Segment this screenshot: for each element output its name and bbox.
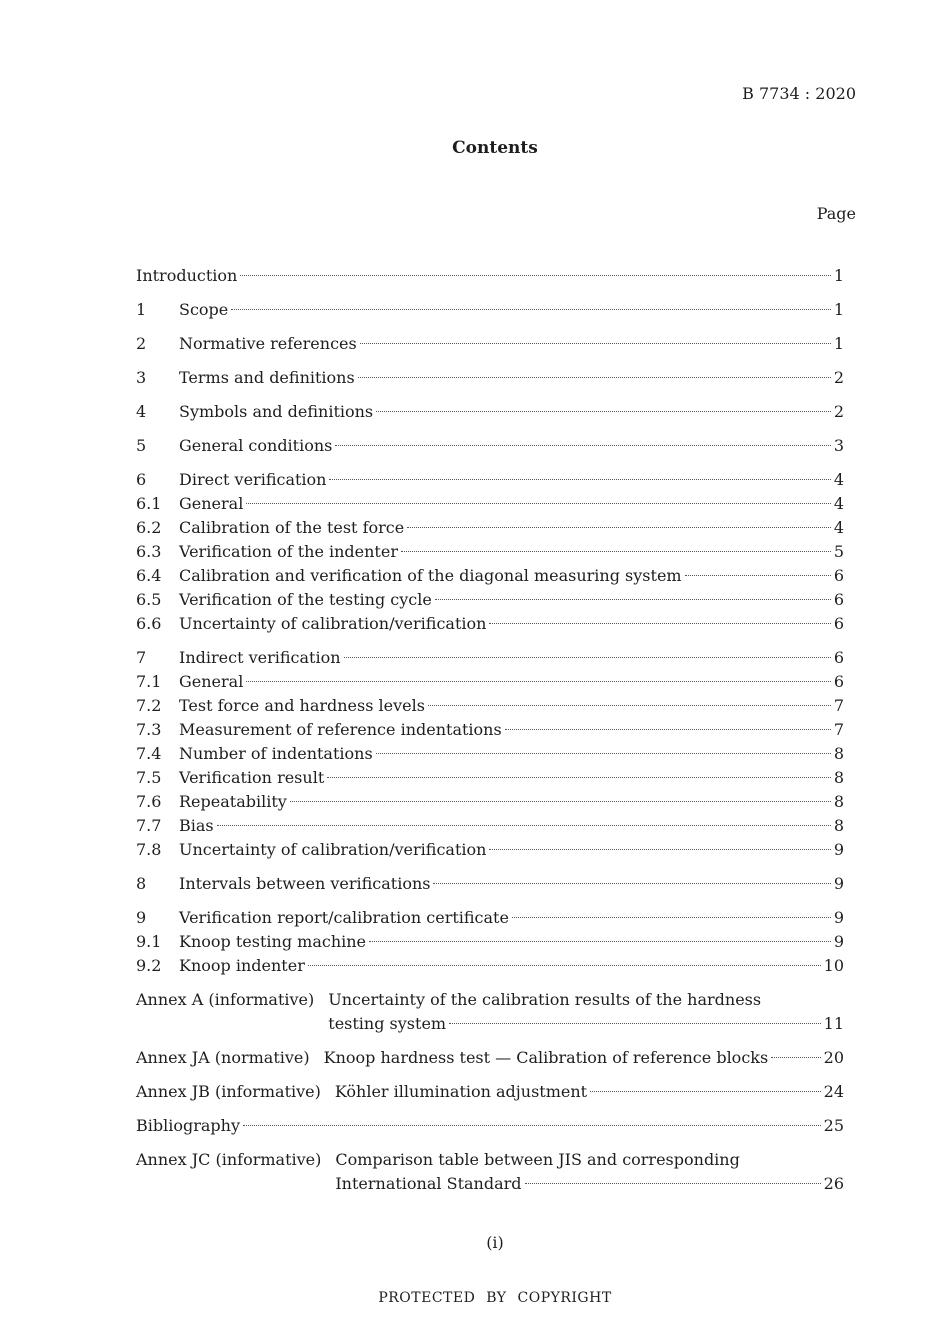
dot-leader: [290, 801, 831, 802]
toc-entry-page: 7: [833, 696, 844, 715]
toc-group: [136, 332, 844, 356]
toc-entry-annex-jb[interactable]: [136, 1080, 844, 1104]
toc-entry-label: Repeatability: [179, 792, 287, 811]
toc-entry-page: 4: [833, 518, 844, 537]
dot-leader: [217, 825, 831, 826]
toc-entry[interactable]: [136, 298, 844, 322]
dot-leader: [231, 309, 831, 310]
toc-entry-number: 4: [136, 402, 147, 421]
toc-entry[interactable]: [136, 400, 844, 424]
annex-title-line1: Comparison table between JIS and corresponding: [335, 1150, 740, 1169]
annex-label: Annex A (informative): [136, 990, 315, 1009]
dot-leader: [433, 883, 830, 884]
toc-entry-number: 6.5: [136, 590, 162, 609]
table-of-contents: [136, 264, 844, 1206]
copyright-notice: PROTECTED BY COPYRIGHT: [378, 1290, 612, 1306]
toc-entry-number: 7: [136, 648, 147, 667]
toc-entry-page: 1: [833, 300, 844, 319]
toc-entry-number: 6.4: [136, 566, 162, 585]
toc-entry-number: 9.2: [136, 956, 162, 975]
toc-entry-label: General: [179, 672, 244, 691]
dot-leader: [358, 377, 831, 378]
dot-leader: [369, 941, 831, 942]
toc-entry-label: Bias: [179, 816, 214, 835]
toc-entry-page: 25: [823, 1116, 844, 1135]
toc-entry-page: 2: [833, 402, 844, 421]
toc-entry[interactable]: [136, 564, 844, 588]
toc-group: [136, 400, 844, 424]
toc-entry-page: 9: [833, 840, 844, 859]
toc-entry-label: Terms and definitions: [179, 368, 355, 387]
toc-entry-number: 2: [136, 334, 147, 353]
toc-entry-page: 9: [833, 908, 844, 927]
toc-entry-number: 3: [136, 368, 147, 387]
toc-entry-page: 4: [833, 470, 844, 489]
toc-group: [136, 468, 844, 636]
toc-entry[interactable]: [136, 332, 844, 356]
toc-entry-label: General conditions: [179, 436, 333, 455]
toc-entry[interactable]: [136, 766, 844, 790]
toc-entry-annex-a[interactable]: [136, 988, 844, 1036]
dot-leader: [327, 777, 831, 778]
page-number: (i): [486, 1233, 504, 1252]
toc-entry-number: 7.7: [136, 816, 162, 835]
toc-entry-page: 10: [823, 956, 844, 975]
toc-entry-page: 9: [833, 874, 844, 893]
dot-leader: [246, 681, 830, 682]
toc-group: [136, 646, 844, 862]
dot-leader: [246, 503, 830, 504]
annex-title: Knoop hardness test — Calibration of reference blocks: [323, 1048, 769, 1067]
toc-entry[interactable]: [136, 588, 844, 612]
dot-leader: [344, 657, 831, 658]
dot-leader: [240, 275, 830, 276]
toc-entry-number: 7.8: [136, 840, 162, 859]
toc-entry-page: 6: [833, 648, 844, 667]
toc-entry-page: 8: [833, 744, 844, 763]
toc-entry-label: General: [179, 494, 244, 513]
toc-entry-number: 6.6: [136, 614, 162, 633]
toc-entry-page: 2: [833, 368, 844, 387]
toc-entry-label: Verification of the indenter: [179, 542, 398, 561]
toc-entry-page: 6: [833, 672, 844, 691]
toc-entry-number: 6.2: [136, 518, 162, 537]
toc-entry-page: 6: [833, 590, 844, 609]
toc-entry[interactable]: [136, 540, 844, 564]
toc-entry-page: 6: [833, 614, 844, 633]
toc-entry-page: 11: [823, 1014, 844, 1033]
toc-entry-page: 1: [833, 266, 844, 285]
toc-entry-label: Verification report/calibration certificate: [179, 908, 509, 927]
toc-entry-page: 8: [833, 768, 844, 787]
toc-entry-label: Test force and hardness levels: [179, 696, 425, 715]
toc-entry[interactable]: [136, 742, 844, 766]
toc-entry-number: 7.6: [136, 792, 162, 811]
toc-entry-page: 20: [823, 1048, 844, 1067]
toc-entry-label: Knoop testing machine: [179, 932, 367, 951]
toc-entry-label: Calibration and verification of the diagonal measuring system: [179, 566, 682, 585]
toc-entry-number: 7.1: [136, 672, 162, 691]
toc-entry[interactable]: [136, 954, 844, 978]
toc-entry-number: 1: [136, 300, 147, 319]
toc-entry[interactable]: [136, 906, 844, 930]
dot-leader: [489, 849, 830, 850]
dot-leader: [308, 965, 821, 966]
toc-group: [136, 872, 844, 896]
annex-title-line2: International Standard: [335, 1174, 522, 1193]
dot-leader: [489, 623, 830, 624]
toc-entry-page: 4: [833, 494, 844, 513]
toc-entry[interactable]: [136, 646, 844, 670]
dot-leader: [376, 753, 831, 754]
toc-entry[interactable]: [136, 814, 844, 838]
toc-entry-label: Uncertainty of calibration/verification: [179, 614, 487, 633]
toc-entry[interactable]: [136, 670, 844, 694]
toc-group: [136, 366, 844, 390]
toc-entry-number: 7.2: [136, 696, 162, 715]
toc-entry-label: Indirect verification: [179, 648, 341, 667]
toc-entry-number: 7.3: [136, 720, 162, 739]
dot-leader: [329, 479, 830, 480]
toc-entry-label: Verification result: [179, 768, 325, 787]
toc-entry-annex-ja[interactable]: [136, 1046, 844, 1070]
toc-entry-label: Scope: [179, 300, 229, 319]
toc-entry-page: 8: [833, 792, 844, 811]
toc-entry-page: 1: [833, 334, 844, 353]
toc-entry-number: 9.1: [136, 932, 162, 951]
toc-entry-number: 7.4: [136, 744, 162, 763]
toc-entry-label: Knoop indenter: [179, 956, 305, 975]
dot-leader: [512, 917, 831, 918]
toc-entry[interactable]: [136, 612, 844, 636]
toc-entry-number: 6.3: [136, 542, 162, 561]
toc-entry[interactable]: [136, 492, 844, 516]
toc-entry[interactable]: [136, 838, 844, 862]
toc-entry-number: 6: [136, 470, 147, 489]
toc-entry-label: Uncertainty of calibration/verification: [179, 840, 487, 859]
annex-title-line1: Uncertainty of the calibration results of the hardness: [328, 990, 762, 1009]
annex-title: Köhler illumination adjustment: [334, 1082, 588, 1101]
toc-entry[interactable]: [136, 872, 844, 896]
toc-entry-page: 5: [833, 542, 844, 561]
dot-leader: [771, 1057, 820, 1058]
toc-entry[interactable]: [136, 434, 844, 458]
toc-entry-number: 8: [136, 874, 147, 893]
annex-label: Annex JB (informative): [136, 1082, 321, 1101]
page-title: Contents: [452, 138, 538, 158]
toc-entry[interactable]: [136, 694, 844, 718]
standard-code: B 7734 : 2020: [742, 84, 856, 103]
toc-entry-bibliography[interactable]: [136, 1114, 844, 1138]
toc-entry-page: 9: [833, 932, 844, 951]
annex-label: Annex JC (informative): [136, 1150, 322, 1169]
dot-leader: [360, 343, 831, 344]
dot-leader: [435, 599, 831, 600]
toc-entry-introduction[interactable]: [136, 264, 844, 288]
annex-label: Annex JA (normative): [136, 1048, 310, 1067]
toc-entry-label: Symbols and definitions: [179, 402, 374, 421]
toc-group: [136, 1114, 844, 1138]
toc-entry-label: Bibliography: [136, 1116, 240, 1135]
dot-leader: [407, 527, 831, 528]
toc-entry-page: 3: [833, 436, 844, 455]
dot-leader: [590, 1091, 821, 1092]
page-column-header: Page: [816, 204, 856, 223]
toc-entry-number: 9: [136, 908, 147, 927]
toc-entry[interactable]: [136, 468, 844, 492]
toc-entry-label: Normative references: [179, 334, 357, 353]
dot-leader: [335, 445, 830, 446]
toc-group: [136, 434, 844, 458]
dot-leader: [401, 551, 831, 552]
toc-group: [136, 906, 844, 978]
toc-entry-number: 7.5: [136, 768, 162, 787]
toc-entry-label: Direct verification: [179, 470, 327, 489]
dot-leader: [685, 575, 831, 576]
toc-entry-page: 7: [833, 720, 844, 739]
toc-entry-label: Measurement of reference indentations: [179, 720, 502, 739]
toc-entry-label: Number of indentations: [179, 744, 373, 763]
toc-entry-number: 5: [136, 436, 147, 455]
dot-leader: [428, 705, 831, 706]
toc-entry-page: 8: [833, 816, 844, 835]
toc-entry[interactable]: [136, 718, 844, 742]
dot-leader: [376, 411, 831, 412]
toc-entry-number: 6.1: [136, 494, 162, 513]
toc-entry-label: Calibration of the test force: [179, 518, 405, 537]
toc-entry[interactable]: [136, 790, 844, 814]
toc-entry[interactable]: [136, 366, 844, 390]
dot-leader: [525, 1183, 821, 1184]
toc-entry[interactable]: [136, 516, 844, 540]
toc-group: [136, 264, 844, 288]
toc-group: [136, 298, 844, 322]
toc-entry-label: Intervals between verifications: [179, 874, 431, 893]
toc-entry-page: 26: [823, 1174, 844, 1193]
toc-entry-label: Verification of the testing cycle: [179, 590, 432, 609]
toc-entry-label: Introduction: [136, 266, 238, 285]
toc-entry-annex-jc[interactable]: [136, 1148, 844, 1196]
dot-leader: [505, 729, 831, 730]
toc-entry-page: 6: [833, 566, 844, 585]
toc-entry-page: 24: [823, 1082, 844, 1101]
dot-leader: [243, 1125, 821, 1126]
annex-title-line2: testing system: [328, 1014, 447, 1033]
dot-leader: [449, 1023, 821, 1024]
toc-entry[interactable]: [136, 930, 844, 954]
